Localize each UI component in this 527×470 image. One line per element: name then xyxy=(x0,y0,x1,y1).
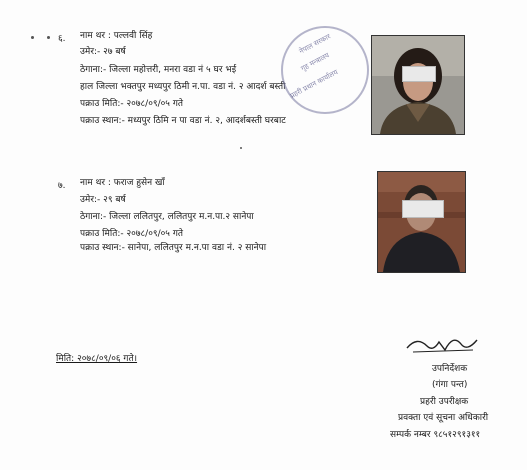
person-address: ठेगाना:- जिल्ला महोत्तरी, मनरा वडा नं ५ घर भई xyxy=(80,65,237,75)
document-date: मिति: २०७८/०९/०६ गते। xyxy=(56,354,138,364)
stamp-text: गृह मन्त्रालय xyxy=(299,51,331,73)
officer-title: उपनिर्देशक xyxy=(432,364,468,374)
stamp-text: नेपाल सरकार xyxy=(297,32,332,56)
person-current-address: हाल जिल्ला भक्तपुर मध्यपुर ठिमी न.पा. वडा नं. २ आदर्श बस्ती xyxy=(80,82,286,92)
officer-contact: सम्पर्क नम्बर ९८५१२९१३११ xyxy=(390,430,481,440)
person-age: उमेर:- २७ बर्ष xyxy=(80,47,126,57)
arrest-date: पक्राउ मिति:- २०७८/०९/०५ गते xyxy=(80,99,184,109)
scan-mark xyxy=(240,147,242,149)
person-photo xyxy=(371,35,465,135)
entry-number: ७. xyxy=(58,181,66,191)
person-address: ठेगाना:- जिल्ला ललितपुर, ललितपुर म.न.पा.२ सानेपा xyxy=(80,212,254,222)
scan-mark xyxy=(47,36,50,39)
arrest-date: पक्राउ मिति:- २०७८/०९/०५ गते xyxy=(80,229,184,239)
photo-image xyxy=(372,36,464,134)
photo-image xyxy=(378,172,465,272)
person-photo xyxy=(377,171,466,273)
person-name: नाम थर : फराज हुसेन खाँ xyxy=(80,178,165,188)
face-censor-bar xyxy=(402,200,444,218)
arrest-place: पक्राउ स्थान:- मध्यपुर ठिमि न पा वडा नं. २, आदर्शबस्ती घरबाट xyxy=(80,116,286,126)
officer-signature xyxy=(403,330,483,358)
face-censor-bar xyxy=(402,66,436,82)
officer-name: (गंगा पन्त) xyxy=(432,380,468,390)
officer-rank: प्रहरी उपरीक्षक xyxy=(420,397,469,407)
arrest-place: पक्राउ स्थान:- सानेपा, ललितपुर म.न.पा वडा नं. २ सानेपा xyxy=(80,243,267,253)
scan-mark xyxy=(31,36,34,39)
stamp-text: प्रहरी प्रधान कार्यालय xyxy=(288,68,340,100)
person-name: नाम थर : पल्लवी सिंह xyxy=(80,31,153,41)
officer-role: प्रवक्ता एवं सूचना अधिकारी xyxy=(398,413,489,423)
entry-number: ६. xyxy=(58,34,66,44)
person-age: उमेर:- २९ बर्ष xyxy=(80,195,126,205)
